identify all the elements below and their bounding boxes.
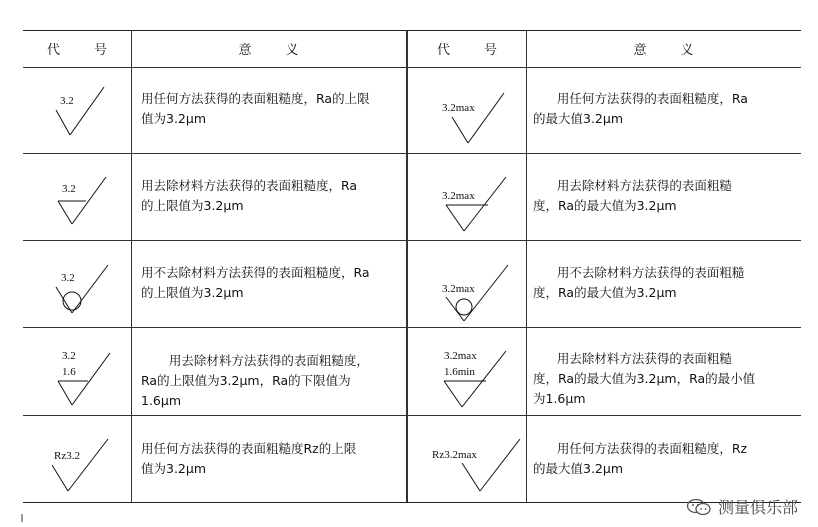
edge-mark bbox=[21, 514, 23, 522]
row-divider bbox=[23, 415, 801, 416]
roughness-symbol-rz-max-icon bbox=[430, 431, 526, 497]
row-divider bbox=[23, 327, 801, 328]
meaning-text: 用任何方法获得的表面粗糙度，Ra的上限 值为3.2μm bbox=[141, 91, 370, 126]
watermark bbox=[686, 495, 798, 518]
svg-text:3.2: 3.2 bbox=[60, 95, 74, 107]
meaning-text: 用任何方法获得的表面粗糙度，Ra 的最大值3.2μm bbox=[533, 91, 748, 126]
row-divider bbox=[23, 153, 801, 154]
roughness-symbol-max-no-removal-icon bbox=[438, 255, 524, 323]
meaning-text: 用任何方法获得的表面粗糙度Rz的上限 值为3.2μm bbox=[141, 441, 357, 476]
svg-text:3.2: 3.2 bbox=[62, 183, 76, 195]
svg-text:3.2max: 3.2max bbox=[442, 102, 475, 114]
meaning-text: 用去除材料方法获得的表面粗糙 度，Ra的最大值为3.2μm，Ra的最小值 为1.6μm bbox=[533, 351, 756, 406]
svg-text:3.2max: 3.2max bbox=[442, 283, 475, 295]
roughness-symbol-rz-icon bbox=[48, 431, 124, 497]
svg-text:3.2: 3.2 bbox=[62, 350, 76, 362]
header-meaning-right: 意 义 bbox=[633, 42, 694, 58]
svg-text:Rz3.2max: Rz3.2max bbox=[432, 449, 477, 461]
svg-text:3.2: 3.2 bbox=[61, 272, 75, 284]
svg-text:3.2max: 3.2max bbox=[444, 350, 477, 362]
roughness-symbol-limits-icon bbox=[48, 343, 118, 411]
meaning-text: 用去除材料方法获得的表面粗糙度，Ra 的上限值为3.2μm bbox=[141, 178, 358, 213]
col-divider bbox=[526, 31, 527, 502]
svg-text:1.6min: 1.6min bbox=[444, 366, 475, 378]
meaning-text: 用不去除材料方法获得的表面粗糙 度，Ra的最大值为3.2μm bbox=[533, 265, 745, 300]
roughness-symbol-material-removal-icon bbox=[48, 171, 118, 231]
wechat-icon bbox=[686, 497, 712, 517]
row-divider bbox=[23, 240, 801, 241]
col-divider bbox=[131, 31, 132, 502]
meaning-text: 用不去除材料方法获得的表面粗糙度，Ra 的上限值为3.2μm bbox=[141, 265, 370, 300]
header-code-right: 代 号 bbox=[436, 42, 498, 58]
roughness-symbol-no-removal-icon bbox=[48, 257, 118, 319]
center-divider bbox=[406, 31, 408, 502]
watermark-text: 测量俱乐部 bbox=[717, 498, 798, 517]
meaning-text: 用去除材料方法获得的表面粗糙度， Ra的上限值为3.2μm，Ra的下限值为 1.6μm bbox=[141, 353, 369, 408]
meaning-text: 用任何方法获得的表面粗糙度，Rz 的最大值3.2μm bbox=[533, 441, 748, 476]
row-divider bbox=[23, 67, 801, 68]
svg-text:1.6: 1.6 bbox=[62, 366, 76, 378]
roughness-symbol-max-min-icon bbox=[438, 343, 524, 413]
header-meaning-left: 意 义 bbox=[238, 42, 299, 58]
roughness-symbol-max-any-icon bbox=[438, 81, 524, 145]
svg-text:3.2max: 3.2max bbox=[442, 190, 475, 202]
header-code-left: 代 号 bbox=[46, 42, 108, 58]
meaning-text: 用去除材料方法获得的表面粗糙 度，Ra的最大值为3.2μm bbox=[533, 178, 732, 213]
roughness-symbol-max-removal-icon bbox=[438, 169, 524, 233]
roughness-symbol-table bbox=[23, 30, 801, 503]
svg-text:Rz3.2: Rz3.2 bbox=[54, 450, 80, 462]
roughness-symbol-any-process-icon bbox=[48, 83, 118, 143]
